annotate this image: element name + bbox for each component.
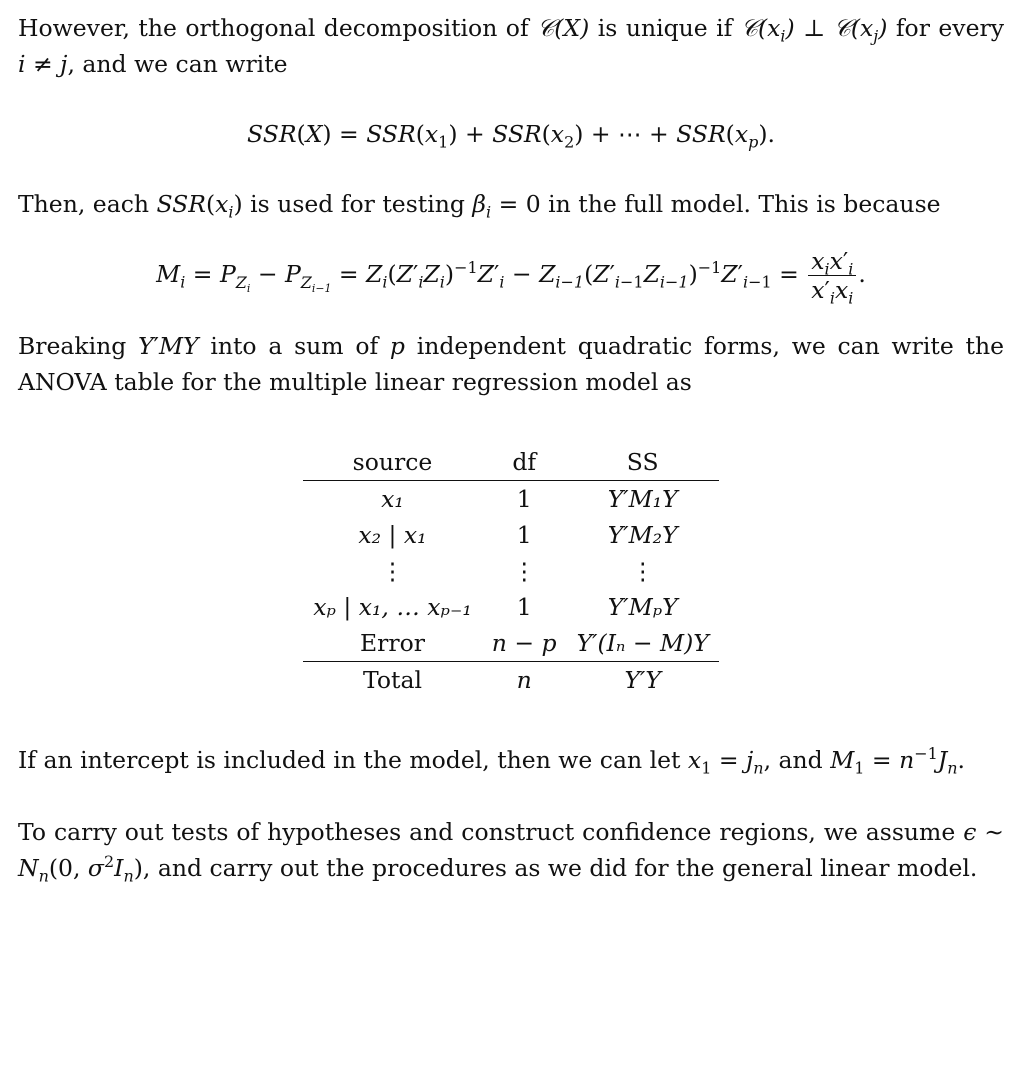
text: However, the orthogonal decomposition of bbox=[18, 14, 538, 42]
anova-table bbox=[303, 444, 719, 698]
cell-ss: Y′MₚY bbox=[607, 593, 678, 621]
cell-source: x₁ bbox=[381, 485, 404, 513]
math-ymy: Y bbox=[138, 332, 154, 360]
text: , and bbox=[763, 746, 831, 774]
text: To carry out tests of hypotheses and construct confidence regions, we assume bbox=[18, 818, 964, 846]
math-error-distribution: ϵ bbox=[963, 818, 977, 846]
cell-df: 1 bbox=[516, 593, 532, 621]
header-source: source bbox=[352, 448, 433, 476]
cell-source: xₚ | x₁, … xₚ₋₁ bbox=[313, 593, 472, 621]
math-ssr-xi: SSR bbox=[156, 190, 206, 218]
text: for every bbox=[887, 14, 1004, 42]
text: is used for testing bbox=[242, 190, 473, 218]
text: in the full model. This is because bbox=[540, 190, 941, 218]
header-ss: SS bbox=[626, 448, 659, 476]
document-page bbox=[18, 10, 1004, 886]
text: If an intercept is included in the model, then we can let bbox=[18, 746, 688, 774]
cell-ss: ⋮ bbox=[630, 557, 655, 585]
table-row bbox=[303, 553, 719, 589]
cell-source: x₂ | x₁ bbox=[358, 521, 427, 549]
cell-df: 1 bbox=[516, 485, 532, 513]
equation-ssr-decomposition: $SSR(X) = SSR(x_1) + SSR(x_2)$ + ⋯ + $SSR(x_p)$. bbox=[247, 120, 775, 152]
table-row bbox=[303, 625, 719, 662]
cell-df: n − p bbox=[491, 629, 557, 657]
math-i-ne-j: i bbox=[18, 50, 26, 78]
text: , and carry out the procedures as we did for the general linear model. bbox=[142, 854, 978, 882]
paragraph-assumptions: To carry out tests of hypotheses and construct confidence regions, we assume ϵ ∼ $N_n(0$, $\sigma^2I_n$), and carry out the procedures as we did for the general linear model. bbox=[18, 818, 1004, 886]
table-row bbox=[303, 481, 719, 518]
math-x1-jn: x bbox=[687, 746, 702, 774]
cell-df: n bbox=[516, 666, 532, 694]
paragraph-testing: Then, each $SSR(x_i)$ is used for testing $\beta_i = 0$ in the full model. This is because bbox=[18, 190, 941, 222]
text: , and we can write bbox=[67, 50, 288, 78]
text: Then, each bbox=[18, 190, 157, 218]
header-df: df bbox=[512, 448, 537, 476]
cell-source: ⋮ bbox=[380, 557, 405, 585]
table-row-total bbox=[303, 662, 719, 699]
equation-projection-difference: $M_i = P_{Z_i} - P_{Z_{i-1}} = Z_i(Z'_iZ_i)^{-1}Z'_i - Z_{i-1}(Z'_{i-1}Z_{i-1})^{-1}Z'_{i-1}$ = $\frac{x_ix'_i}{x'_ix_i}$ . bbox=[156, 247, 866, 308]
table-header-row bbox=[303, 444, 719, 481]
paragraph-orthogonal-decomposition: However, the orthogonal decomposition of 𝒞(X) is unique if $𝒞(x_i)$ ⊥ $𝒞(x_j)$ for every i ≠ j, and we can write bbox=[18, 14, 1004, 78]
text: into a sum of bbox=[198, 332, 390, 360]
math-cx: 𝒞(X) bbox=[537, 14, 590, 42]
math-p: p bbox=[389, 332, 405, 360]
cell-ss: Y′(Iₙ − M)Y bbox=[576, 629, 709, 657]
cell-df: 1 bbox=[516, 521, 532, 549]
paragraph-intercept: If an intercept is included in the model, then we can let $x_1 = j_n$, and $M_1 = n^{-1}J_n$. bbox=[18, 744, 965, 778]
cell-source: Total bbox=[363, 666, 422, 694]
math-orthogonality: $𝒞(x_i)$ ⊥ $𝒞(x_j)$ bbox=[740, 14, 888, 46]
cell-ss: Y′M₁Y bbox=[607, 485, 678, 513]
table-row bbox=[303, 517, 719, 553]
cell-df: ⋮ bbox=[512, 557, 536, 585]
math-m1: M bbox=[830, 746, 855, 774]
cell-ss: Y′M₂Y bbox=[607, 521, 678, 549]
paragraph-breaking: Breaking Y′MY into a sum of p independent quadratic forms, we can write the ANOVA table for the multiple linear regression model as bbox=[18, 332, 1004, 396]
text: is unique if bbox=[589, 14, 741, 42]
text: Breaking bbox=[18, 332, 139, 360]
math-beta-i: $\beta_i$ bbox=[472, 190, 492, 222]
cell-ss: Y′Y bbox=[624, 666, 661, 694]
cell-source: Error bbox=[359, 629, 425, 657]
table-row bbox=[303, 589, 719, 625]
text: independent quadratic forms, we can write the ANOVA table for the multiple linear regression model as bbox=[18, 332, 1004, 396]
fraction-projection: $\frac{x_ix'_i}{x'_ix_i}$ bbox=[808, 247, 856, 304]
